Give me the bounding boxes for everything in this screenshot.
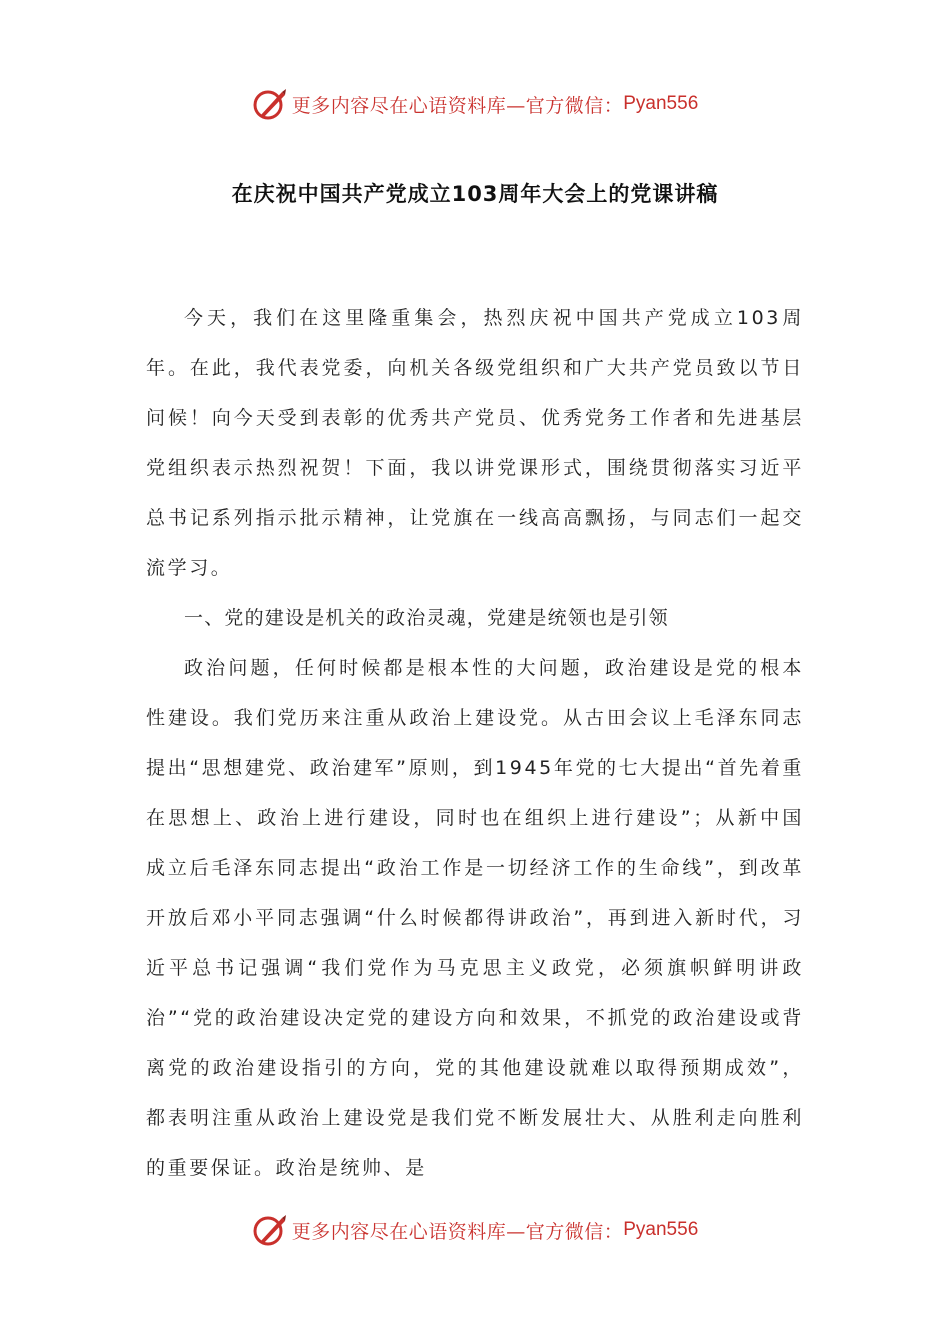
section-heading-1: 一、党的建设是机关的政治灵魂，党建是统领也是引领 — [184, 607, 669, 629]
header-banner — [0, 84, 950, 124]
banner-text: 更多内容尽在心语资料库—官方微信： — [291, 94, 624, 117]
footer-banner — [0, 1210, 950, 1250]
banner-wechat-id: Pyan556 — [623, 93, 699, 114]
quill-logo-icon — [252, 86, 288, 122]
paragraph-political-building: 政治问题，任何时候都是根本性的大问题，政治建设是党的根本性建设。我们党历来注重从政治上建设党。从古田会议上毛泽东同志提出“思想建党、政治建军”原则，到1945年党的七大提出“首先着重在思想上、政治上进行建设，同时也在组织上进行建设”；从新中国成立后毛泽东同志提出“政治工作是一切经济工作的生命线”，到改革开放后邓小平同志强调“什么时候都得讲政治”，再到进入新时代，习近平总书记强调“我们党作为马克思主义政党，必须旗帜鲜明讲政治”“党的政治建设决定党的建设方向和效果，不抓党的政治建设或背离党的政治建设指引的方向，党的其他建设就难以取得预期成效”，都表明注重从政治上建设党是我们党不断发展壮大、从胜利走向胜利的重要保证。政治是统帅、是 — [146, 657, 804, 1179]
document-title: 在庆祝中国共产党成立103周年大会上的党课讲稿 — [231, 182, 719, 206]
banner-text: 更多内容尽在心语资料库—官方微信： — [291, 1220, 624, 1243]
banner-wechat-id: Pyan556 — [623, 1219, 699, 1240]
paragraph-intro: 今天，我们在这里隆重集会，热烈庆祝中国共产党成立103周年。在此，我代表党委，向机关各级党组织和广大共产党员致以节日问候！向今天受到表彰的优秀共产党员、优秀党务工作者和先进基层党组织表示热烈祝贺！下面，我以讲党课形式，围绕贯彻落实习近平总书记系列指示批示精神，让党旗在一线高高飘扬，与同志们一起交流学习。 — [146, 307, 804, 579]
quill-logo-icon — [252, 1212, 288, 1248]
document-body — [146, 293, 804, 1193]
